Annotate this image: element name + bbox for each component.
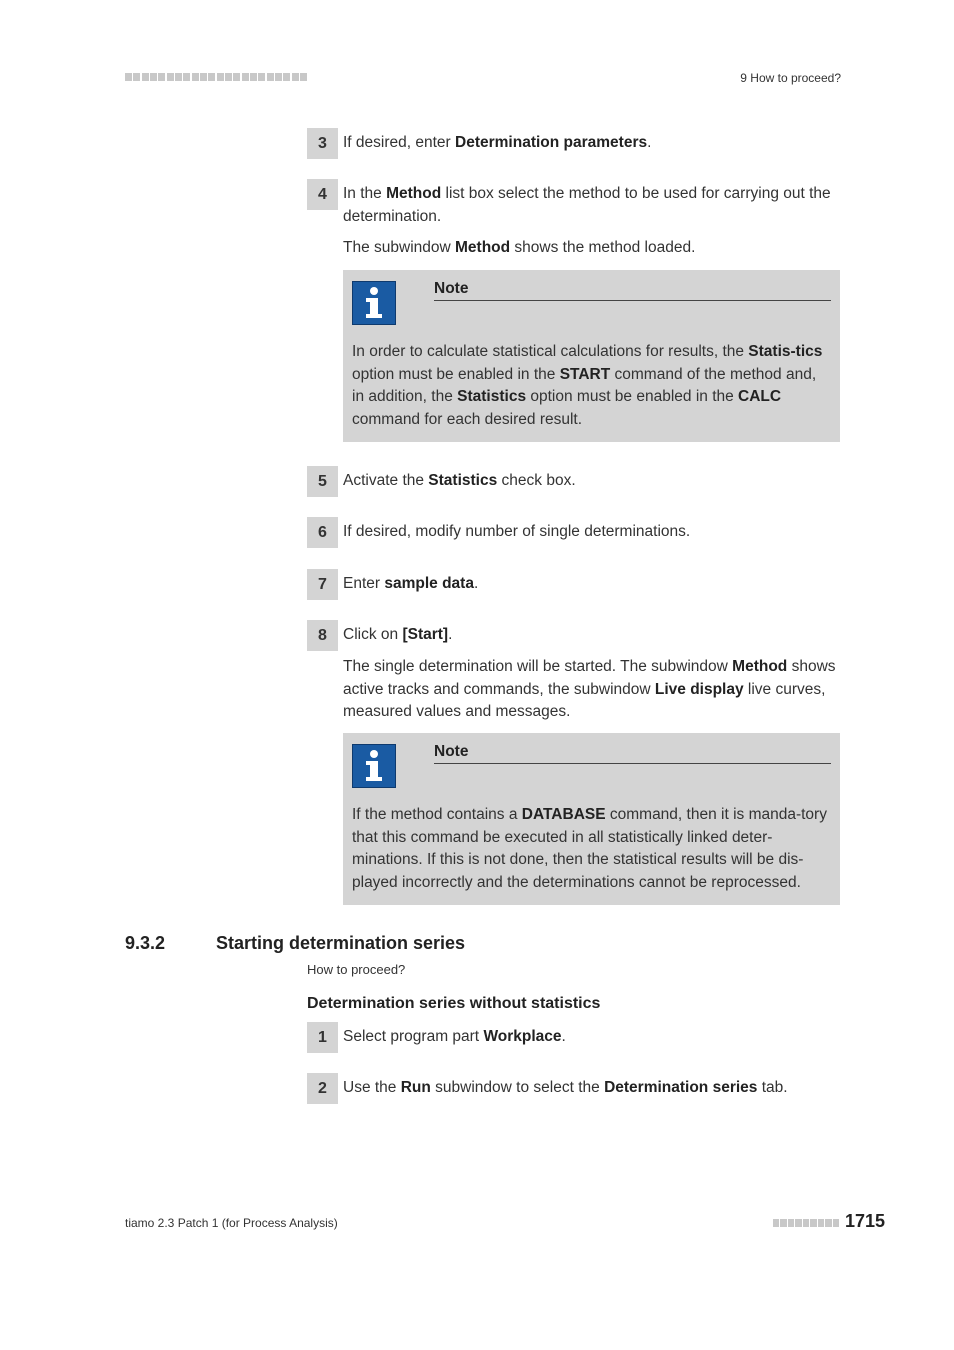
step-text: In the Method list box select the method to be used for carrying out the determination.: [343, 185, 831, 225]
step-text: If desired, enter Determination parameters.: [343, 134, 652, 151]
header-section-ref: 9 How to proceed?: [740, 71, 841, 85]
step-number: 8: [307, 620, 338, 651]
step-text: Use the Run subwindow to select the Determination series tab.: [343, 1079, 788, 1096]
step-3: [307, 128, 840, 154]
section-intro: How to proceed?: [307, 962, 406, 977]
section-title: Starting determination series: [216, 933, 466, 953]
footer-product: tiamo 2.3 Patch 1 (for Process Analysis): [125, 1216, 338, 1230]
note-box: [343, 733, 840, 905]
step-text: Select program part Workplace.: [343, 1028, 566, 1045]
note-body: In order to calculate statistical calculations for results, the Statis-tics option must be enabled in the START command of the method and, in addition, the Statistics option must be enabled in the CALC command for each desired result.: [352, 343, 823, 428]
step-4-result: The subwindow Method shows the method loaded.: [343, 239, 696, 256]
header-decoration: [125, 73, 307, 81]
info-icon: [352, 744, 396, 788]
step-7: [307, 569, 840, 595]
step-number: 5: [307, 466, 338, 497]
step-6: [307, 517, 840, 543]
step-text: Activate the Statistics check box.: [343, 472, 576, 489]
footer-decoration: [773, 1219, 839, 1227]
step-text: If desired, modify number of single determinations.: [343, 523, 691, 540]
step-number: 3: [307, 128, 338, 159]
step-1: [307, 1022, 840, 1048]
note-box: [343, 270, 840, 442]
step-8-result: The single determination will be started. The subwindow Method shows active tracks and commands, the subwindow Live display live curves, measured values and messages.: [343, 658, 836, 720]
subheading: Determination series without statistics: [307, 995, 601, 1012]
step-text: Enter sample data.: [343, 575, 479, 592]
note-title: Note: [434, 280, 831, 301]
info-icon: [352, 281, 396, 325]
note-body: If the method contains a DATABASE command, then it is manda-tory that this command be executed in all statistically linked deter-minations. If this is not done, then the statistical results will be dis-played incorrectly and the determinations cannot be reprocessed.: [352, 806, 827, 891]
page-number: 1715: [845, 1211, 886, 1231]
step-8: [307, 620, 840, 646]
step-number: 4: [307, 179, 338, 210]
step-2: [307, 1073, 840, 1099]
step-4: [307, 179, 840, 228]
step-number: 1: [307, 1022, 338, 1053]
section-number: 9.3.2: [125, 933, 166, 953]
note-title: Note: [434, 743, 831, 764]
step-number: 7: [307, 569, 338, 600]
step-text: Click on [Start].: [343, 626, 453, 643]
step-5: [307, 466, 840, 492]
step-number: 6: [307, 517, 338, 548]
step-number: 2: [307, 1073, 338, 1104]
